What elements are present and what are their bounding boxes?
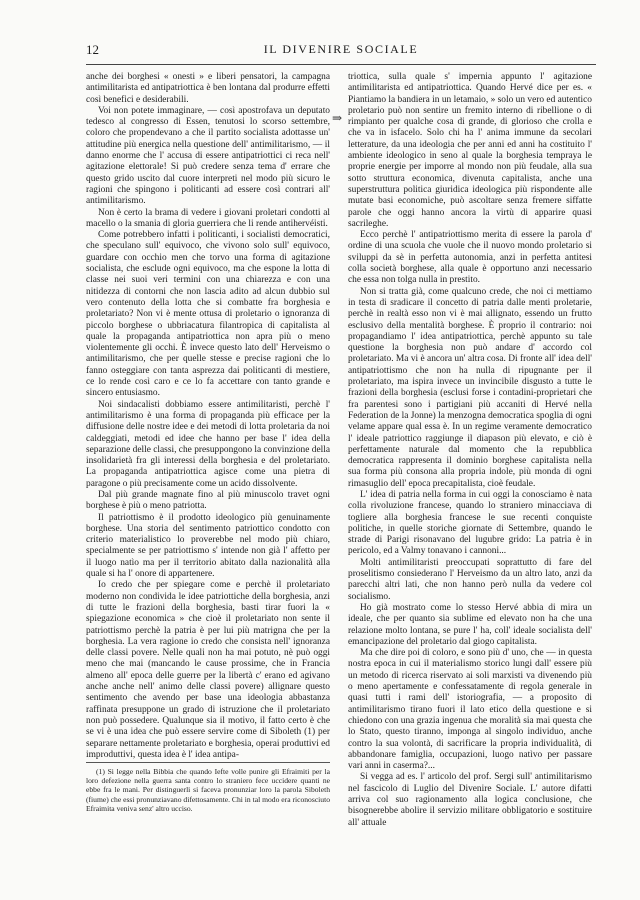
paragraph: Il patriottismo è il prodotto ideologico più genuinamente borghese. Una storia del sentimento patriottico condotto con criterio materialistico lo proverebbe nel modo più chiaro, specialmente se per patriottismo s' intende non già l' affetto per il luogo natìo ma per il territorio abitato dalla nazionalità alla quale si ha l' onore di appartenere. <box>86 512 330 580</box>
paragraph: Non si tratta già, come qualcuno crede, che noi ci mettiamo in testa di sradicare il concetto di patria dalle menti proletarie, perchè in realtà esso non vi è mai allignato, essendo un frutto esclusivo della mentalità borghese. È proprio il contrario: noi propagandiamo l' idea antipatriottica, perchè appunto su tale questione la borghesia non può andare d' accordo col proletariato. Ma vi è ancora un' altra cosa. Di fronte all' idea dell' antipatriottismo che non ha nulla di ripugnante per il proletariato, ma ispira invece un invincibile disgusto a tutte le frazioni della borghesia (esclusi forse i contadini-proprietari che fra parentesi sono i partigiani più accaniti di Hervé nella Federation de la Jonne) la menzogna democratica spoglia di ogni velame appare qual essa è. In un regime veramente democratico l' ideale patriottico raggiunge il diapason più elevato, e ciò è perfettamente naturale dal momento che la repubblica democratica rappresenta il dominio borghese capitalista nella sua forma più consona alla propria indole, più monda di ogni rimasuglio dell' epoca precapitalista, cioè feudale. <box>348 286 592 489</box>
page-header <box>86 42 596 60</box>
paragraph: Ho già mostrato come lo stesso Hervé abbia di mira un ideale, che per quanto sia sublime ed elevato non ha che una relazione molto lontana, se pure l' ha, coll' ideale socialista dell' emancipazione del proletario dal giogo capitalista. <box>348 602 592 647</box>
paragraph: anche dei borghesi « onesti » e liberi pensatori, la campagna antimilitarista ed antipatriottica è ben lontana dal produrre effetti così benefici e desiderabili. <box>86 72 330 105</box>
footnote: (1) Si legge nella Bibbia che quando Iefte volle punire gli Efraimiti per la loro defezione nella guerra santa contro lo straniero fece uccidere quanti ne ebbe fra le mani. Per distinguerli si faceva pronunziar loro la parola Siboleth (fiume) che essi pronunziavano difettosamente. Chi in tal modo era riconosciuto Efraimita veniva senz' altro ucciso. <box>86 767 330 813</box>
paragraph: Dal più grande magnate fino al più minuscolo travet ogni borghese è più o meno patriotta. <box>86 489 330 512</box>
running-title: IL DIVENIRE SOCIALE <box>263 42 419 56</box>
header-rule <box>86 64 596 65</box>
paragraph: triottica, sulla quale s' impernia appunto l' agitazione antimilitarista ed antipatriottica. Quando Hervé dice per es. « Piantiamo la bandiera in un letamaio, » solo un vero ed autentico proletario può non sentire un fremito interno di ribellione o di rimpianto per qualche cosa di grande, di glorioso che crolla e che va in isfacelo. Solo chi ha l' anima immune da secolari letterature, da una ideologia che per anni ed anni ha costituito l' ambiente ideologico in seno al quale la borghesia tempraya le proprie energie per imporre al mondo non più feudale, alla sua sotto struttura economica, divenuta capitalista, anche una superstruttura politica giuridica ideologica più rispondente alle mutate basi economiche, può ascoltare senza fremere siffatte parole che oggi hanno ancora la virtù di apparire quasi sacrileghe. <box>348 72 592 229</box>
paragraph: Si vegga ad es. l' articolo del prof. Sergi sull' antimilitarismo nel fascicolo di Luglio del Divenire Sociale. L' autore difatti arriva col suo ragionamento alla logica conclusione, che bisognerebbe abolire il servizio militare obbligatorio e sostituire all' attuale <box>348 772 592 828</box>
margin-mark: ⇒ <box>332 111 343 125</box>
page-number: 12 <box>86 42 99 57</box>
paragraph: Ecco perchè l' antipatriottismo merita di essere la parola d' ordine di una scuola che vuole che il nuovo mondo proletario si sviluppi da sè in perfetta autonomia, anzi in perfetta antitesi colla società borghese, alla quale è opportuno anzi necessario che essa non tolga nulla in prestito. <box>348 230 592 286</box>
paragraph: Molti antimilitaristi preoccupati soprattutto di fare del proselitismo consiederano l' Herveismo da un altro lato, anzi da parecchi altri lati, che non hanno però nulla da vedere col socialismo. <box>348 557 592 602</box>
paragraph: Non è certo la brama di vedere i giovani proletari condotti al macello o la smania di gloria guerriera che li rende antihervéisti. <box>86 207 330 229</box>
right-column <box>348 72 592 829</box>
paragraph: Io credo che per spiegare come e perchè il proletariato moderno non condivida le idee patriottiche della borghesia, anzi di tutte le frazioni della borghesia, basti tirar fuori la « spiegazione economica » che cioè il proletariato non sente il patriottismo perchè la patria è per lui più matrigna che per la borghesia. La vera ragione io credo che consista nell' ignoranza delle classi povere. Nelle quali non ha mai potuto, nè può oggi meno che mai (mancando le cause prossime, che in Francia almeno all' epoca delle guerre per la libertà c' erano ed agivano anche anche nell' animo delle classi povere) allignare questo sentimento che avendo per base una ideologia abbastanza raffinata presuppone un grado di istruzione che il proletariato non può possedere. Qualunque sia il motivo, il fatto certo è che se vi è una idea che può essere servire come di Siboleth (1) per separare nettamente proletariato e borghesia, operai produttivi ed improduttivi, questa idea è l' idea antipa- <box>86 580 330 760</box>
paragraph: Noi sindacalisti dobbiamo essere antimilitaristi, perchè l' antimilitarismo è una forma di propaganda più efficace per la diffusione delle nostre idee e dei metodi di lotta proletaria da noi caldeggiati, metodi ed idee che hanno per base l' idea della separazione delle classi, che presuppongono la convinzione della insolidarietà fra gli interessi della borghesia e del proletariato. La propaganda antipatriottica agisce come una pietra di paragone o più precisamente come un acido dissolvente. <box>86 399 330 489</box>
paragraph: Come potrebbero infatti i politicanti, i socialisti democratici, che speculano sull' equivoco, che vivono solo sull' equivoco, guardare con occhio men che torvo una forma di agitazione socialista, che esclude ogni equivoco, ma che espone la lotta di classe nei suoi veri termini con una chiarezza e con una nitidezza di contorni che non lascia adito ad alcun dubbio sul vero contenuto della lotta che si combatte fra borghesia e proletariato? Non vi è mente ottusa di proletario o ignoranza di piccolo borghese o ubbriacatura filantropica di capitalista al quale la propaganda antipatriottica non apra più o meno violentemente gli occhi. È invece questo lato dell' Herveismo o antimilitarismo, che per quelle stesse e precise ragioni che lo fanno osteggiare con tanta asprezza dai politicanti di mestiere, ce lo rende così caro e ce lo fa accettare con tanto grande e sincero entusiasmo. <box>86 230 330 399</box>
footnotes <box>86 762 330 813</box>
paragraph: L' idea di patria nella forma in cui oggi la conosciamo è nata colla rivoluzione francese, quando lo straniero minacciava di togliere alla borghesia francese le sue recenti conquiste politiche, in quelle storiche giornate di Settembre, quando le strade di Parigi risonavano del lugubre grido: La patria è in pericolo, ed a Valmy tonavano i cannoni... <box>348 489 592 557</box>
paragraph: Voi non potete immaginare, — così apostrofava un deputato tedesco al congresso di Essen, tenutosi lo scorso settembre, coloro che propendevano a che il partito socialista adottasse un' attitudine più energica nella questione dell' antimilitarismo, — il danno enorme che l' accusa di essere antipatriottici ci reca nell' agitazione elettorale! Si può credere senza tema d' errare che questo grido uscito dal cuore interpreti nel modo più sicuro le ragioni che spingono i politicanti ad essere così contrari all' antimilitarismo. <box>86 105 330 207</box>
left-column <box>86 72 330 761</box>
paragraph: Ma che dire poi di coloro, e sono più d' uno, che — in questa nostra epoca in cui il materialismo storico lungi dall' essere più un metodo di ricerca riservato ai soli marxisti va divenendo più o meno apertamente e confessatamente di regola generale in quasi tutti i rami dell' istoriografia, — a proposito di antimilitarismo tirano fuori il lato etico della questione e si chiedono con una grazia ingenua che moralità sia mai questa che lo Stato, questo tiranno, imponga al singolo individuo, anche contro la sua volontà, di sacrificare la propria individualità, di abbandonare famiglia, occupazioni, luogo natìvo per passare vari anni in caserma?... <box>348 648 592 772</box>
